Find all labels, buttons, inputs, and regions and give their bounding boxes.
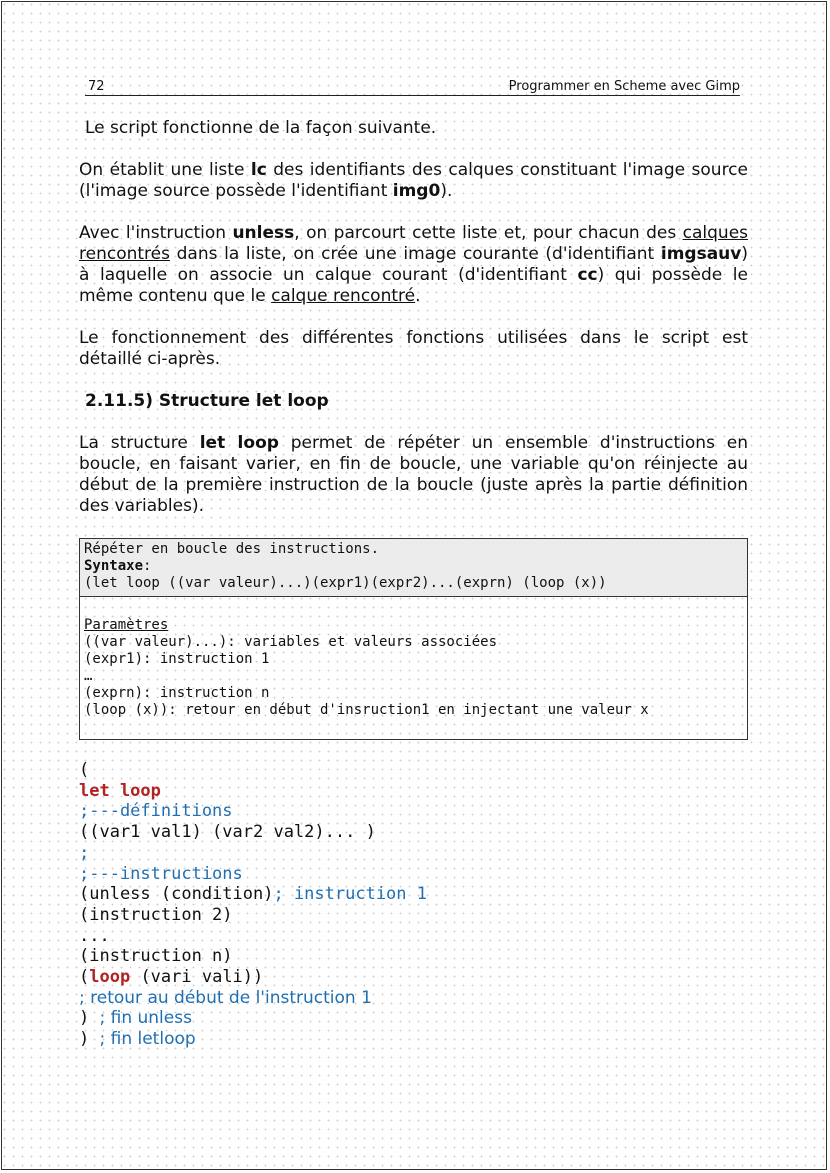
code-keyword-line: let loop [79, 780, 161, 801]
syntax-description: Répéter en boucle des instructions. [84, 541, 380, 557]
underlined-term: calques rencontrés [79, 223, 749, 264]
code-block [79, 760, 748, 1050]
bold-term: imgsauv [660, 244, 742, 264]
code-line: ( [79, 760, 90, 780]
syntax-label-line [84, 558, 743, 575]
code-text: ( [79, 967, 90, 988]
text: des identifiants des calques constituant l'image source (l'image source possède l'identifiant [79, 160, 748, 201]
text: dans la liste, on crée une image courante (d'identifiant [169, 244, 661, 264]
code-comment-line: ; [79, 842, 90, 863]
code-text: ) [79, 1029, 100, 1050]
text: La structure [79, 433, 200, 453]
code-line: ... [79, 925, 110, 946]
text: . [415, 286, 421, 306]
underlined-term: calque rencontré [271, 286, 416, 306]
paragraph-let-loop [79, 433, 748, 517]
param-item: … [84, 668, 93, 684]
text: permet de répéter un ensemble d'instructions en boucle, en faisant varier, en fin de boucle, une variable qu'on réinjecte au début de la première instruction de la boucle (juste après la partie définition des variables). [79, 433, 748, 516]
code-line: (instruction n) [79, 946, 233, 967]
code-text: ) [79, 1008, 100, 1029]
syntax-box [79, 538, 748, 740]
bold-term: let loop [199, 433, 279, 453]
syntax-params [80, 597, 747, 739]
paragraph-intro: Le script fonctionne de la façon suivante. [85, 118, 437, 138]
paragraph-functions: Le fonctionnement des différentes fonctions utilisées dans le script est détaillé ci-après. [79, 328, 748, 369]
bold-term: cc [577, 265, 598, 285]
param-item: (exprn): instruction n [84, 685, 270, 701]
code-text: (unless (condition) [79, 884, 274, 905]
param-item: ((var valeur)...): variables et valeurs associées [84, 634, 498, 650]
code-comment: ; instruction 1 [273, 884, 427, 905]
page-header [85, 79, 740, 96]
page-number: 72 [88, 79, 105, 94]
text: , on parcourt cette liste et, pour chacun des [294, 223, 683, 243]
paragraph-unless [79, 223, 748, 307]
text: ). [440, 181, 453, 201]
code-line [79, 1029, 748, 1050]
code-comment-line: ; retour au début de l'instruction 1 [79, 987, 372, 1008]
bold-term: lc [250, 160, 267, 180]
paragraph-layer-list [79, 160, 748, 202]
code-text: (vari vali)) [130, 967, 264, 988]
syntax-label: Syntaxe [84, 558, 144, 574]
bold-term: unless [232, 223, 295, 243]
code-line: (instruction 2) [79, 904, 233, 925]
param-item: (expr1): instruction 1 [84, 651, 270, 667]
code-line: ((var1 val1) (var2 val2)... ) [79, 822, 376, 843]
code-line [79, 1008, 748, 1029]
syntax-colon: : [143, 558, 152, 574]
text: ) à laquelle on associe un calque courant (d'identifiant [79, 244, 748, 285]
book-title: Programmer en Scheme avec Gimp [508, 79, 740, 94]
text: ) qui possède le même contenu que le [79, 265, 748, 306]
section-heading: 2.11.5) Structure let loop [85, 391, 329, 411]
code-comment-line: ;---définitions [79, 801, 233, 822]
text: On établit une liste [79, 160, 251, 180]
code-line [79, 884, 748, 905]
code-comment: ; fin letloop [99, 1029, 196, 1050]
syntax-header [80, 539, 747, 597]
syntax-signature: (let loop ((var valeur)...)(expr1)(expr2)...(exprn) (loop (x)) [84, 575, 607, 591]
code-comment: ; fin unless [99, 1008, 192, 1029]
code-line [79, 967, 748, 988]
code-keyword: loop [89, 967, 131, 988]
bold-term: img0 [392, 181, 441, 201]
text: Avec l'instruction [79, 223, 233, 243]
params-label: Paramètres [84, 617, 169, 633]
code-comment-line: ;---instructions [79, 863, 243, 884]
page-content [79, 118, 748, 1050]
param-item: (loop (x)): retour en début d'insruction1 en injectant une valeur x [84, 702, 649, 718]
